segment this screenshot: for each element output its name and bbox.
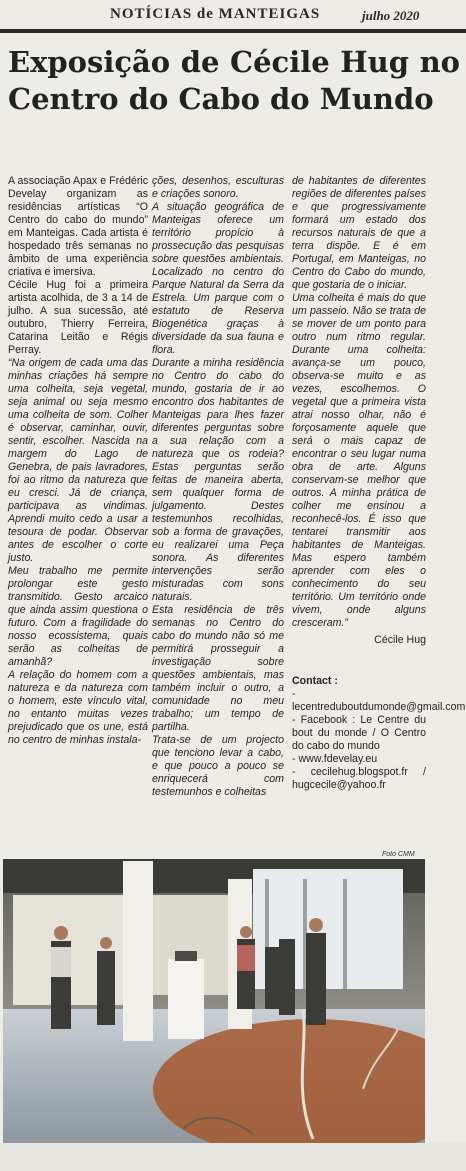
paragraph: A situação geográfica de Manteigas oferece um território propício à prossecução das pesquisas sobre questões ambientais. Localizado no centro do Parque Natural da Serra da Estrela. Um parque com o estatuto de Reserva Biogenética graças à diversidade da sua fauna e flora. [152, 201, 284, 356]
publication-name: NOTÍCIAS de MANTEIGAS [110, 6, 321, 22]
contact-email[interactable]: - lecentreduboutdumonde@gmail.com [292, 688, 466, 713]
paragraph: Meu trabalho me permite prolongar este gesto transmitido. Gesto arcaico que ainda assim questiona o futuro. Com a fragilidade do nosso ecossistema, quais serão as colheitas de amanhã? [8, 565, 148, 668]
author-signature: Cécile Hug [374, 634, 426, 646]
header-rule [0, 29, 466, 33]
contact-facebook[interactable]: - Facebook : Le Centre du bout du monde / O Centro do cabo do mundo [292, 714, 426, 752]
contact-heading: Contact : [292, 675, 338, 687]
exhibition-photo [3, 859, 425, 1143]
paragraph: Durante a minha residência no Centro do cabo do mundo, gostaria de ir ao encontro dos habitantes de Manteigas para lhes fazer diferentes perguntas sobre a sua relação com a natureza que os rodeia? Estas perguntas serão feitas de maneira aberta, sem qualquer forma de julgamento. Destes testemunhos recolhidas, sob a forma de gravações, eu realizarei uma Peça sonora. As diferentes intervenções serão misturadas com sons naturais. [152, 357, 284, 603]
photo-credit: Foto CMM [382, 851, 415, 858]
article-headline: Exposição de Cécile Hug no Centro do Cabo do Mundo [8, 45, 460, 116]
paragraph: ções, desenhos, esculturas e criações sonoro. [152, 175, 284, 200]
article-column-1 [8, 175, 148, 747]
page-bottom-margin [0, 1143, 466, 1171]
paragraph: Esta residência de três semanas no Centro do cabo do mundo não só me permitirá prosseguir a investigação sobre questões ambientais, mas também incluir o outro, a comunidade no meu trabalho; um tempo de partilha. [152, 604, 284, 733]
newspaper-header [0, 0, 466, 30]
issue-date: julho 2020 [362, 8, 420, 23]
contact-blog[interactable]: - cecilehug.blogspot.fr / hugcecile@yahoo.fr [292, 766, 426, 791]
article-column-3 [292, 175, 466, 792]
paragraph: Uma colheita é mais do que um passeio. Não se trata de se mover de um ponto para outro num ritmo regular. Durante uma colheita: avança-se um pouco, observa-se muito e as vezes, escolhemos. O vegetal que a primeira vista atrai nosso olhar, não é forçosamente aquele que será o mais capaz de encontrar o seu lugar numa obra de arte. Alguns conservam-se melhor que outros. A minha prática de colher me ensinou a reconhecê-los. É isso que tentarei transmitir aos habitantes de Manteigas. Mas espero também aprender com eles o conhecimento do seu território. Um território onde vivem, onde alguns cresceram.” [292, 292, 426, 629]
paragraph: Cécile Hug foi a primeira artista acolhida, de 3 a 14 de julho. A sua sucessão, até outubro, Thierry Ferreira, Catarina Leitão e Régis Perray. [8, 279, 148, 356]
paragraph: A associação Apax e Frédéric Develay organizam as residências artísticas “O Centro do cabo do mundo” em Manteigas. Cada artista é hospedado três semanas no âmbito de uma experiência criativa e imersiva. [8, 175, 148, 278]
paragraph: “Na origem de cada uma das minhas criações há sempre uma colheita, seja vegetal, seja animal ou seja mesmo uma colheita de som. Colher é observar, caminhar, ouvir, sentir, escolher. Nascida na margem do Lago de Genebra, de pais lavradores, foi ao ritmo da natureza que eu cresci. Já de criança, participava as vindimas. Aprendi muito cedo a usar a tesoura de podar. Observar antes de escolher o corte justo. [8, 357, 148, 564]
article-column-2 [152, 175, 284, 799]
paragraph: de habitantes de diferentes regiões de diferentes países e que progressivamente formará um estado dos recursos naturais de que a terra dispõe. E é em Portugal, em Manteigas, no Centro do Cabo do mundo, que gostaria de o iniciar. [292, 175, 426, 291]
contact-website[interactable]: - www.fdevelay.eu [292, 753, 378, 765]
paragraph: A relação do homem com a natureza e da natureza com o homem, este vínculo vital, no entanto muitas vezes prejudicado que os une, está no centro de minhas instala- [8, 669, 148, 746]
paragraph: Trata-se de um projecto que tenciono levar a cabo, e que pouco a pouco se enriquecerá com testemunhos e colheitas [152, 734, 284, 798]
